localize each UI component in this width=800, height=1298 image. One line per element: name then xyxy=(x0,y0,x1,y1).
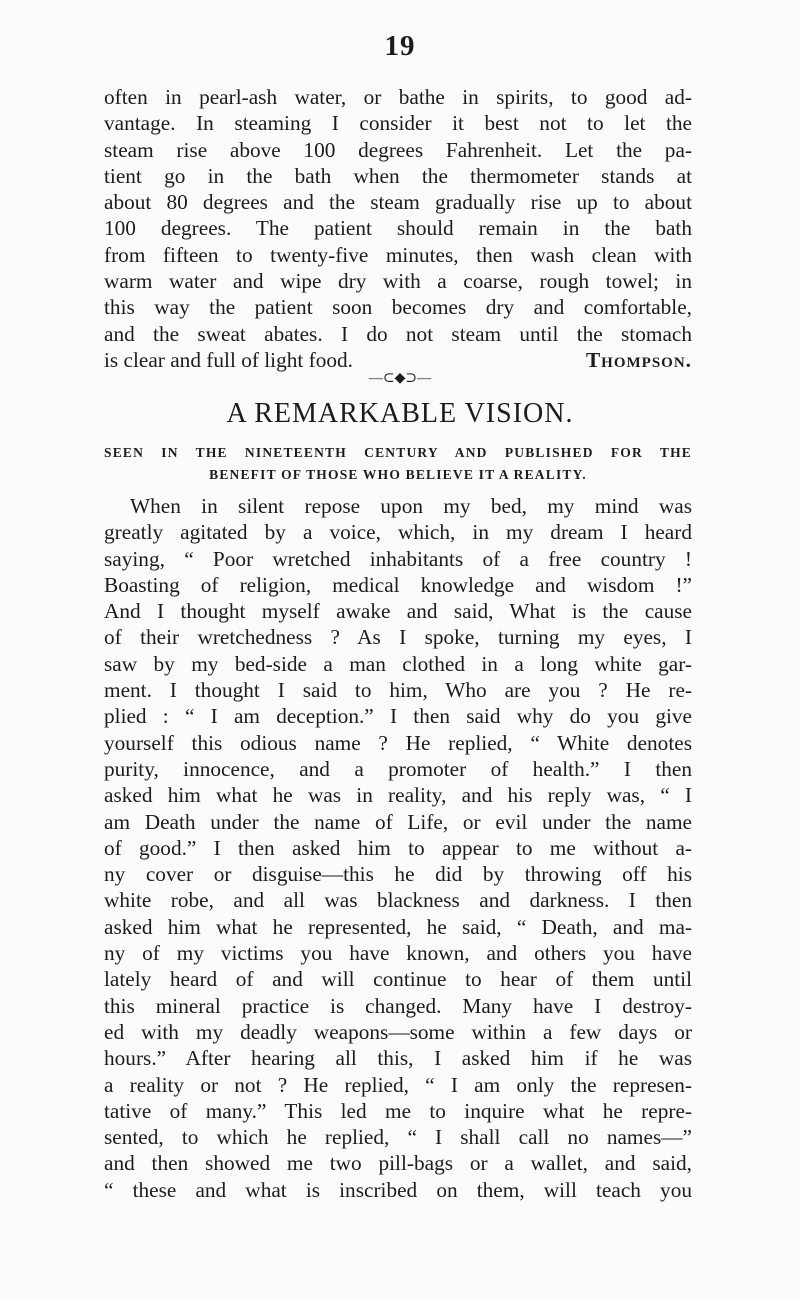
section-subheading-line-1 xyxy=(104,443,692,462)
text-line: hours.” After hearing all this, I asked him if he was xyxy=(104,1046,692,1071)
text-line: of their wretchedness ? As I spoke, turning my eyes, I xyxy=(104,625,692,650)
text-line: ed with my deadly weapons—some within a few days or xyxy=(104,1019,692,1044)
text-line: saying, “ Poor wretched inhabitants of a free country ! xyxy=(104,546,692,571)
text-line: and the sweat abates. I do not steam until the stomach xyxy=(104,321,692,346)
text-line: yourself this odious name ? He replied, “ White denotes xyxy=(104,730,692,755)
text-line: “ these and what is inscribed on them, will teach you xyxy=(104,1177,692,1202)
text-line: this way the patient soon becomes dry and comfortable, xyxy=(104,295,692,320)
closing-line xyxy=(104,347,692,373)
text-line: tative of many.” This led me to inquire what he repre- xyxy=(104,1098,692,1123)
text-line: am Death under the name of Life, or evil under the name xyxy=(104,809,692,834)
paragraph-vision xyxy=(104,493,692,1203)
text-line: greatly agitated by a voice, which, in my dream I heard xyxy=(104,520,692,545)
text-line: ment. I thought I said to him, Who are you ? He re- xyxy=(104,678,692,703)
text-line: When in silent repose upon my bed, my mind was xyxy=(130,494,692,518)
text-line: saw by my bed-side a man clothed in a long white gar- xyxy=(104,651,692,676)
text-line: often in pearl-ash water, or bathe in spirits, to good ad- xyxy=(104,85,692,109)
text-line: purity, innocence, and a promoter of health.” I then xyxy=(104,756,692,781)
paragraph-steaming xyxy=(104,84,692,373)
text-line: ny of my victims you have known, and others you have xyxy=(104,941,692,966)
text-line: white robe, and all was blackness and darkness. I then xyxy=(104,888,692,913)
text-line: vantage. In steaming I consider it best not to let the xyxy=(104,111,692,136)
text-line: this mineral practice is changed. Many have I destroy- xyxy=(104,993,692,1018)
text-line: plied : “ I am deception.” I then said why do you give xyxy=(104,704,692,729)
section-subheading-line-2 xyxy=(104,465,692,484)
text-line: from fifteen to twenty-five minutes, then wash clean with xyxy=(104,242,692,267)
text-line: is clear and full of light food. xyxy=(104,347,353,372)
section-divider-ornament: —⊂◆⊃— xyxy=(368,371,432,386)
text-line: a reality or not ? He replied, “ I am only the represen- xyxy=(104,1072,692,1097)
subheading-text: SEEN IN THE NINETEENTH CENTURY AND PUBLISHED FOR THE xyxy=(104,445,692,460)
text-line: tient go in the bath when the thermometer stands at xyxy=(104,163,692,188)
text-line: asked him what he was in reality, and his reply was, “ I xyxy=(104,783,692,808)
text-line: warm water and wipe dry with a coarse, rough towel; in xyxy=(104,269,692,294)
section-heading: A REMARKABLE VISION. xyxy=(226,398,574,429)
text-line: Boasting of religion, medical knowledge and wisdom !” xyxy=(104,572,692,597)
text-line: ny cover or disguise—this he did by throwing off his xyxy=(104,862,692,887)
text-line: of good.” I then asked him to appear to me without a- xyxy=(104,835,692,860)
subheading-text: BENEFIT OF THOSE WHO BELIEVE IT A REALITY. xyxy=(209,467,587,482)
text-line: sented, to which he replied, “ I shall call no names—” xyxy=(104,1125,692,1150)
text-line: about 80 degrees and the steam gradually rise up to about xyxy=(104,190,692,215)
text-line: steam rise above 100 degrees Fahrenheit. Let the pa- xyxy=(104,137,692,162)
text-line: 100 degrees. The patient should remain in the bath xyxy=(104,216,692,241)
author-signature: Thompson. xyxy=(585,347,692,372)
page-number: 19 xyxy=(384,30,416,62)
text-line: asked him what he represented, he said, “ Death, and ma- xyxy=(104,914,692,939)
text-line: And I thought myself awake and said, What is the cause xyxy=(104,599,692,624)
text-line: lately heard of and will continue to hear of them until xyxy=(104,967,692,992)
text-line: and then showed me two pill-bags or a wallet, and said, xyxy=(104,1151,692,1176)
